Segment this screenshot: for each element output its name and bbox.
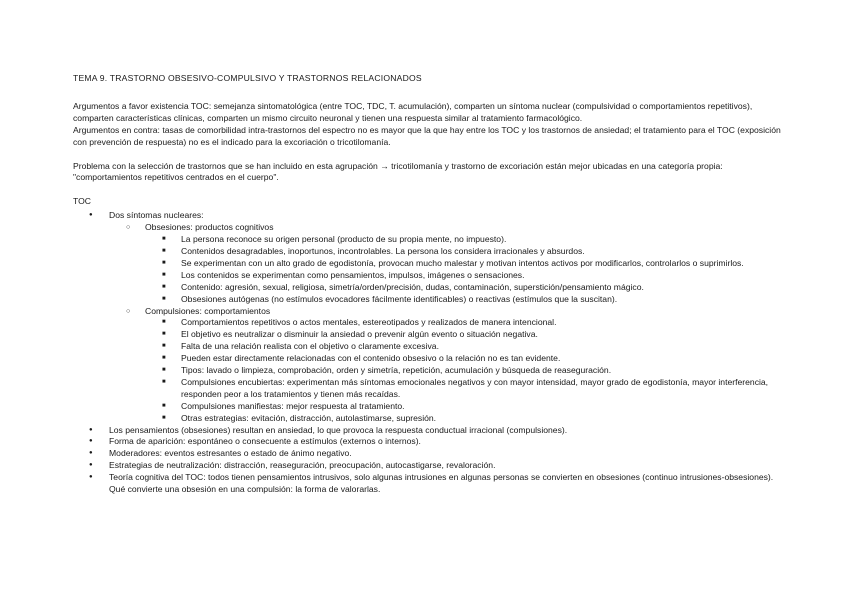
nucleares-label: Dos síntomas nucleares: xyxy=(109,210,204,221)
obsesiones-list xyxy=(145,234,783,305)
list-item: ● Teoría cognitiva del TOC: todos tienen pensamientos intrusivos, solo algunas intrusiones en algunas personas se convierten en obsesiones (continuo intrusiones-obsesiones). Qué convierte una obsesión en una compulsión: la forma de valorarlas. xyxy=(73,472,783,496)
list-item: ■ Falta de una relación realista con el objetivo o claramente excesiva. xyxy=(73,341,783,353)
list-item xyxy=(73,222,783,305)
compulsiones-label: Compulsiones: comportamientos xyxy=(145,305,271,316)
list-item xyxy=(73,306,783,425)
list-item: ■ Comportamientos repetitivos o actos mentales, estereotipados y realizados de manera intencional. xyxy=(73,317,783,329)
list-item: ■ Tipos: lavado o limpieza, comprobación, orden y simetría, repetición, acumulación y búsqueda de reaseguración. xyxy=(73,365,783,377)
document-page xyxy=(73,73,783,496)
section-title: TOC xyxy=(73,196,91,207)
document-title: TEMA 9. TRASTORNO OBSESIVO-COMPULSIVO Y TRASTORNOS RELACIONADOS xyxy=(73,73,422,83)
list-item: ■ Compulsiones encubiertas: experimentan más síntomas emocionales negativos y con mayor intensidad, mayor grado de egodistonía, mayor interferencia, responden peor a los tratamientos y tienen más recaídas. xyxy=(73,377,783,401)
list-item: ■ Contenidos desagradables, inoportunos, incontrolables. La persona los considera irracionales y absurdos. xyxy=(73,246,783,258)
list-item: ■ Contenido: agresión, sexual, religiosa, simetría/orden/precisión, dudas, contaminación, superstición/pensamiento mágico. xyxy=(73,282,783,294)
list-item: ■ Se experimentan con un alto grado de egodistonía, provocan mucho malestar y motivan intentos activos por modificarlos, controlarlos o suprimirlos. xyxy=(73,258,783,270)
list-item: ■ Compulsiones manifiestas: mejor respuesta al tratamiento. xyxy=(73,401,783,413)
main-list xyxy=(73,210,783,496)
problem-paragraph: Problema con la selección de trastornos que se han incluido en esta agrupación → tricotilomanía y trastorno de excoriación están mejor ubicadas en una categoría propia: "comportamientos repetitivos centrados en el cuerpo". xyxy=(73,160,723,183)
list-item: ● Moderadores: eventos estresantes o estado de ánimo negativo. xyxy=(73,448,783,460)
obsesiones-label: Obsesiones: productos cognitivos xyxy=(145,222,274,233)
sublist xyxy=(109,222,783,424)
list-item: ■ La persona reconoce su origen personal (producto de su propia mente, no impuesto). xyxy=(73,234,783,246)
list-item: ● Los pensamientos (obsesiones) resultan en ansiedad, lo que provoca la respuesta conductual irracional (compulsiones). xyxy=(73,425,783,437)
intro-favor: Argumentos a favor existencia TOC: semejanza sintomatológica (entre TOC, TDC, T. acumulación), comparten un síntoma nuclear (compulsividad o comportamientos repetitivos), comparten características clínicas, comparten un mismo circuito neuronal y tienen una respuesta similar al tratamiento farmacológico. xyxy=(73,100,753,123)
list-item: ■ Obsesiones autógenas (no estímulos evocadores fácilmente identificables) o reactivas (estímulos que la suscitan). xyxy=(73,294,783,306)
list-item: ■ El objetivo es neutralizar o disminuir la ansiedad o prevenir algún evento o situación negativa. xyxy=(73,329,783,341)
intro-block xyxy=(73,101,783,149)
intro-contra: Argumentos en contra: tasas de comorbilidad intra-trastornos del espectro no es mayor que la que hay entre los TOC y los trastornos de ansiedad; el tratamiento para el TOC (exposición con prevención de respuesta) no es el indicado para la excoriación o tricotilomanía. xyxy=(73,124,781,147)
compulsiones-list xyxy=(145,317,783,424)
list-item xyxy=(73,210,783,424)
list-item: ■ Otras estrategias: evitación, distracción, autolastimarse, supresión. xyxy=(73,413,783,425)
list-item: ■ Los contenidos se experimentan como pensamientos, impulsos, imágenes o sensaciones. xyxy=(73,270,783,282)
list-item: ● Estrategias de neutralización: distracción, reaseguración, preocupación, autocastigarse, revaloración. xyxy=(73,460,783,472)
list-item: ■ Pueden estar directamente relacionadas con el contenido obsesivo o la relación no es tan evidente. xyxy=(73,353,783,365)
list-item: ● Forma de aparición: espontáneo o consecuente a estímulos (externos o internos). xyxy=(73,436,783,448)
